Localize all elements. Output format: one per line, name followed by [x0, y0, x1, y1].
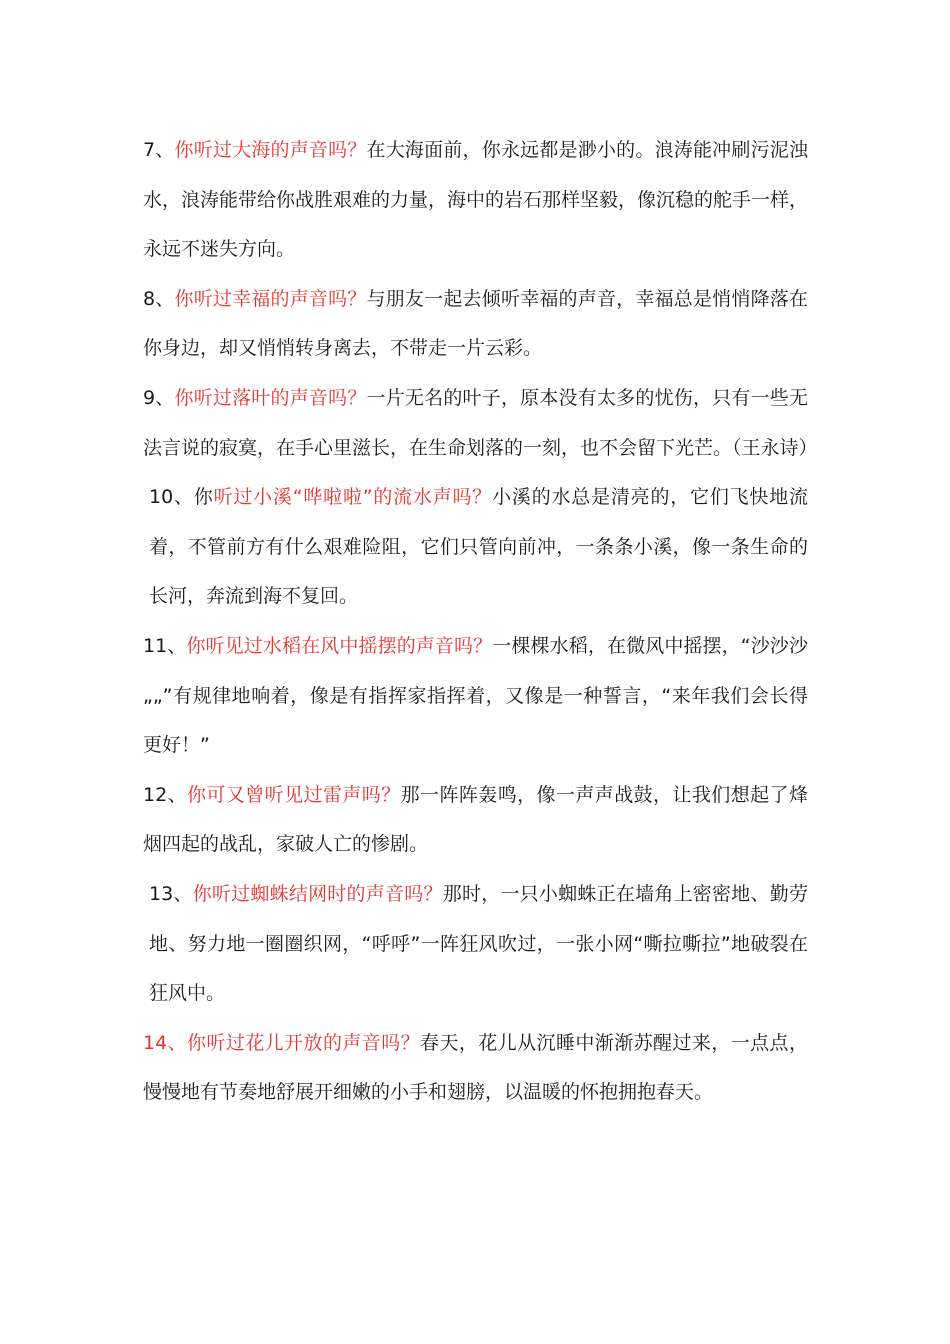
- question-text: 你听过幸福的声音吗？: [174, 287, 367, 310]
- paragraph-9: [143, 374, 818, 473]
- paragraph-7: [143, 126, 808, 275]
- question-text: 你听过蜘蛛结网时的声音吗？: [192, 882, 443, 905]
- paragraph-number: 14、: [143, 1031, 188, 1054]
- paragraph-13: [143, 870, 808, 1019]
- answer-text: 春天，花儿从沉睡中渐渐苏醒过来，一点点，慢慢地有节奏地舒展开细嫩的小手和翅膀，以温暖的怀抱拥抱春天。: [143, 1031, 808, 1104]
- answer-text: 在大海面前，你永远都是渺小的。浪涛能冲刷污泥浊水，浪涛能带给你战胜艰难的力量，海中的岩石那样坚毅，像沉稳的舵手一样，永远不迷失方向。: [143, 139, 809, 261]
- question-text: 听过小溪“哗啦啦”的流水声吗？: [213, 486, 493, 509]
- answer-text: 与朋友一起去倾听幸福的声音，幸福总是悄悄降落在你身边，却又悄悄转身离去，不带走一片云彩。: [143, 287, 808, 360]
- answer-text: 小溪的水总是清亮的，它们飞快地流着，不管前方有什么艰难险阻，它们只管向前冲，一条条小溪，像一条生命的长河，奔流到海不复回。: [149, 486, 808, 608]
- question-text: 你听见过水稻在风中摇摆的声音吗？: [186, 634, 493, 657]
- paragraph-14: [143, 1019, 808, 1118]
- paragraph-number: 8、: [143, 287, 175, 310]
- answer-text: 那时，一只小蜘蛛正在墙角上密密地、勤劳地、努力地一圈圈织网，“呼呼”一阵狂风吹过，一张小网“嘶拉嘶拉”地破裂在狂风中。: [149, 882, 808, 1005]
- answer-text: 那一阵阵轰鸣，像一声声战鼓，让我们想起了烽烟四起的战乱，家破人亡的惨剧。: [143, 783, 808, 856]
- paragraph-number: 9、: [143, 386, 175, 409]
- paragraph-number: 10、: [149, 486, 194, 509]
- paragraph-12: [143, 771, 808, 870]
- paragraph-11: [143, 622, 808, 771]
- paragraph-8: [143, 275, 808, 374]
- answer-text: 一片无名的叶子，原本没有太多的忧伤，只有一些无法言说的寂寞，在手心里滋长，在生命划落的一刻，也不会留下光芒。（王永诗）: [143, 386, 818, 459]
- answer-text: 一棵棵水稻，在微风中摇摆，“沙沙沙„„”有规律地响着，像是有指挥家指挥着，又像是一种誓言，“来年我们会长得更好！”: [143, 634, 808, 757]
- paragraph-10: [143, 473, 808, 622]
- question-text: 你可又曾听见过雷声吗？: [187, 783, 401, 806]
- paragraph-number: 13、: [149, 882, 193, 905]
- paragraph-number: 11、: [143, 634, 187, 657]
- question-text: 你听过落叶的声音吗？: [174, 386, 367, 409]
- question-lead: 你: [193, 486, 214, 509]
- paragraph-number: 7、: [143, 139, 175, 161]
- question-text: 你听过大海的声音吗？: [174, 139, 367, 161]
- question-text: 你听过花儿开放的声音吗？: [187, 1031, 421, 1054]
- document-page: [143, 126, 818, 1118]
- paragraph-number: 12、: [143, 783, 188, 806]
